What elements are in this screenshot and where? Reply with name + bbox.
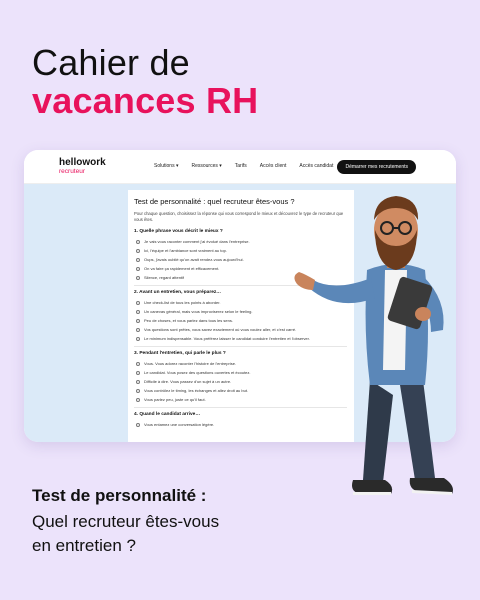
answer-label: Je vais vous raconter comment j'ai évolué dans l'entreprise. [144,239,250,244]
answer-label: On va faire ça rapidement et efficacement. [144,266,220,271]
bearded-man-with-tablet-illustration [275,180,475,515]
main-nav [154,163,333,169]
question-title: 1. Quelle phrase vous décrit le mieux ? [134,229,223,234]
quiz-intro: Pour chaque question, choisissez la réponse qui vous correspond le mieux et découvrez le type de recruteur que vous êtes. [134,211,344,222]
answer-label: Peu de choses, et vous parlez dans tous les sens. [144,318,233,323]
radio-button[interactable] [136,310,140,314]
answer-label: Une check-list de tous les points à aborder. [144,300,221,305]
radio-button[interactable] [136,337,140,341]
radio-button[interactable] [136,267,140,271]
start-recruiting-button[interactable]: Démarrer mes recrutements [337,160,416,174]
radio-button[interactable] [136,398,140,402]
radio-button[interactable] [136,423,140,427]
answer-label: Difficile à dire. Vous passez d'un sujet à un autre. [144,379,232,384]
answer-label: Silence, regard attentif [144,275,185,280]
logo-sub-text: recruteur [59,168,86,175]
question-title: 4. Quand le candidat arrive… [134,412,201,417]
answer-label: Vous contrôlez le timing, les échanges et allez droit au but. [144,388,249,393]
section-title: Test de personnalité : [32,486,207,505]
radio-button[interactable] [136,258,140,262]
radio-button[interactable] [136,240,140,244]
section-subtitle [32,510,219,558]
nav-item-acces-client[interactable]: Accès client [259,163,287,169]
quiz-title: Test de personnalité : quel recruteur êtes-vous ? [134,197,295,206]
answer-label: Le minimum indispensable. Vous préférez laisser le candidat conduire l'entretien et l'observer. [144,336,310,341]
radio-button[interactable] [136,328,140,332]
radio-button[interactable] [136,362,140,366]
nav-item-solutions[interactable]: Solutions ▾ [154,163,179,169]
hero-title [32,44,258,120]
hellowork-logo[interactable] [59,158,106,176]
radio-button[interactable] [136,276,140,280]
answer-label: Oups, j'avais oublié qu'on avait rendez-vous aujourd'hui. [144,257,244,262]
answer-label: Vos questions sont prêtes, vous savez exactement où vous voulez aller, et c'est carré. [144,327,297,332]
question-title: 3. Pendant l'entretien, qui parle le plus ? [134,351,226,356]
answer-label: Vous. Vous adorez raconter l'histoire de l'entreprise. [144,361,237,366]
question-title: 2. Avant un entretien, vous préparez… [134,290,222,295]
radio-button[interactable] [136,319,140,323]
logo-main-text: hellowork [59,157,106,168]
hero-title-line1: Cahier de [32,42,190,83]
nav-item-tarifs[interactable]: Tarifs [234,163,247,169]
answer-label: Ici, l'équipe et l'ambiance sont vraiment au top. [144,248,227,253]
section-subtitle-line2: en entretien ? [32,536,136,555]
radio-button[interactable] [136,371,140,375]
hero-title-line2: vacances RH [32,80,259,121]
answer-label: Un canevas général, mais vous improviserez selon le feeling. [144,309,253,314]
answer-label: Le candidat. Vous posez des questions ouvertes et écoutez. [144,370,251,375]
radio-button[interactable] [136,301,140,305]
answer-label: Vous parlez peu, juste ce qu'il faut. [144,397,206,402]
radio-button[interactable] [136,389,140,393]
answer-label: Vous entamez une conversation légère. [144,422,215,427]
radio-button[interactable] [136,380,140,384]
section-subtitle-line1: Quel recruteur êtes-vous [32,512,220,531]
nav-item-acces-candidat[interactable]: Accès candidat [299,163,334,169]
radio-button[interactable] [136,249,140,253]
nav-item-ressources[interactable]: Ressources ▾ [191,163,222,169]
site-header [24,150,456,184]
